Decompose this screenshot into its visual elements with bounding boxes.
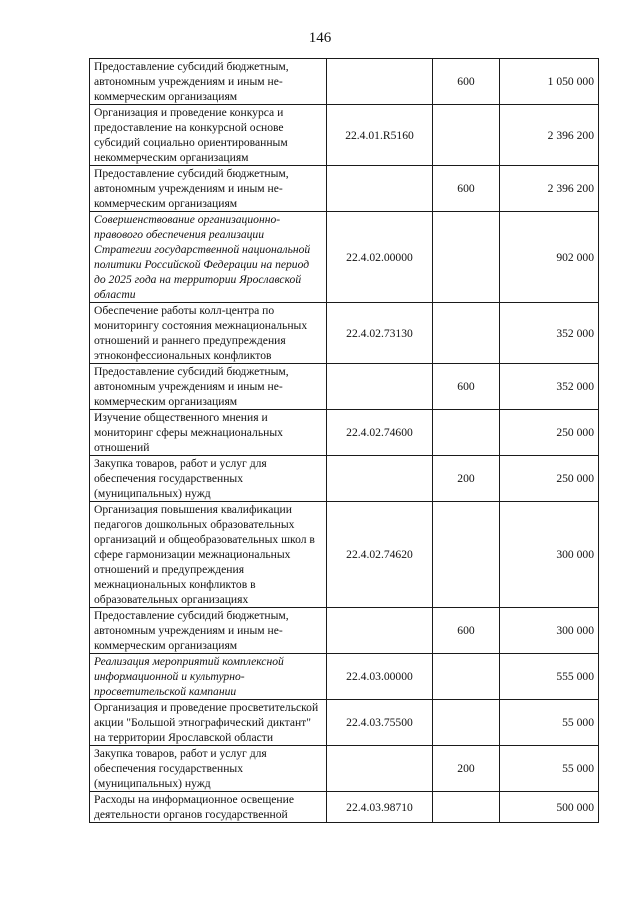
row-amount-cell: 352 000 (500, 303, 599, 364)
table-row (90, 456, 599, 502)
row-name-cell: Предоставление субсидий бюджетным, автономным учреждениям и иным не-коммерческим организациям (90, 608, 327, 654)
row-name-cell: Закупка товаров, работ и услуг для обеспечения государственных (муниципальных) нужд (90, 746, 327, 792)
row-name-cell: Организация и проведение просветительской акции "Большой этнографический диктант" на территории Ярославской области (90, 700, 327, 746)
row-code-cell: 22.4.03.00000 (327, 654, 433, 700)
row-amount-cell: 250 000 (500, 456, 599, 502)
row-expense-type-cell (433, 700, 500, 746)
table-row (90, 792, 599, 823)
row-expense-type-cell: 600 (433, 364, 500, 410)
row-name-cell: Обеспечение работы колл-центра по мониторингу состояния межнациональных отношений и раннего предупреждения этноконфессиональных конфликтов (90, 303, 327, 364)
row-name-cell: Совершенствование организационно-правового обеспечения реализации Стратегии государственной национальной политики Российской Федерации на период до 2025 года на территории Ярославской области (90, 212, 327, 303)
row-code-cell: 22.4.02.74620 (327, 502, 433, 608)
row-amount-cell: 500 000 (500, 792, 599, 823)
table-row (90, 166, 599, 212)
row-expense-type-cell: 200 (433, 746, 500, 792)
row-expense-type-cell (433, 212, 500, 303)
row-code-cell (327, 59, 433, 105)
row-code-cell (327, 364, 433, 410)
row-name-cell: Закупка товаров, работ и услуг для обеспечения государственных (муниципальных) нужд (90, 456, 327, 502)
row-amount-cell: 555 000 (500, 654, 599, 700)
row-expense-type-cell: 600 (433, 59, 500, 105)
row-amount-cell: 2 396 200 (500, 166, 599, 212)
table-row (90, 654, 599, 700)
row-amount-cell: 300 000 (500, 608, 599, 654)
row-amount-cell: 2 396 200 (500, 105, 599, 166)
budget-table (89, 58, 599, 823)
row-expense-type-cell (433, 654, 500, 700)
row-code-cell (327, 456, 433, 502)
row-code-cell: 22.4.02.73130 (327, 303, 433, 364)
table-row (90, 212, 599, 303)
table-row (90, 59, 599, 105)
row-code-cell: 22.4.02.00000 (327, 212, 433, 303)
row-name-cell: Расходы на информационное освещение деятельности органов государственной (90, 792, 327, 823)
table-row (90, 700, 599, 746)
row-name-cell: Организация и проведение конкурса и предоставление на конкурсной основе субсидий социально ориентированным некоммерческим организациям (90, 105, 327, 166)
row-name-cell: Предоставление субсидий бюджетным, автономным учреждениям и иным не-коммерческим организациям (90, 364, 327, 410)
table-row (90, 303, 599, 364)
row-expense-type-cell (433, 105, 500, 166)
row-expense-type-cell (433, 792, 500, 823)
table-row (90, 502, 599, 608)
row-code-cell: 22.4.03.75500 (327, 700, 433, 746)
row-name-cell: Организация повышения квалификации педагогов дошкольных образовательных организаций и общеобразовательных школ в сфере гармонизации межнациональных отношений и предупреждения межнациональных конфликтов в образовательных организациях (90, 502, 327, 608)
budget-table-body (90, 59, 599, 823)
row-expense-type-cell (433, 410, 500, 456)
row-amount-cell: 902 000 (500, 212, 599, 303)
table-row (90, 105, 599, 166)
row-code-cell: 22.4.01.R5160 (327, 105, 433, 166)
row-amount-cell: 55 000 (500, 700, 599, 746)
table-row (90, 608, 599, 654)
row-code-cell: 22.4.03.98710 (327, 792, 433, 823)
row-code-cell (327, 746, 433, 792)
row-name-cell: Изучение общественного мнения и мониторинг сферы межнациональных отношений (90, 410, 327, 456)
row-amount-cell: 55 000 (500, 746, 599, 792)
row-expense-type-cell (433, 303, 500, 364)
table-row (90, 410, 599, 456)
row-expense-type-cell: 200 (433, 456, 500, 502)
row-expense-type-cell: 600 (433, 166, 500, 212)
row-code-cell (327, 166, 433, 212)
row-amount-cell: 300 000 (500, 502, 599, 608)
row-name-cell: Предоставление субсидий бюджетным, автономным учреждениям и иным не-коммерческим организациям (90, 166, 327, 212)
table-row (90, 746, 599, 792)
row-amount-cell: 250 000 (500, 410, 599, 456)
row-code-cell: 22.4.02.74600 (327, 410, 433, 456)
table-row (90, 364, 599, 410)
page-number: 146 (308, 30, 332, 46)
row-expense-type-cell: 600 (433, 608, 500, 654)
row-name-cell: Предоставление субсидий бюджетным, автономным учреждениям и иным не-коммерческим организациям (90, 59, 327, 105)
row-name-cell: Реализация мероприятий комплексной информационной и культурно-просветительской кампании (90, 654, 327, 700)
row-amount-cell: 1 050 000 (500, 59, 599, 105)
row-amount-cell: 352 000 (500, 364, 599, 410)
row-code-cell (327, 608, 433, 654)
row-expense-type-cell (433, 502, 500, 608)
